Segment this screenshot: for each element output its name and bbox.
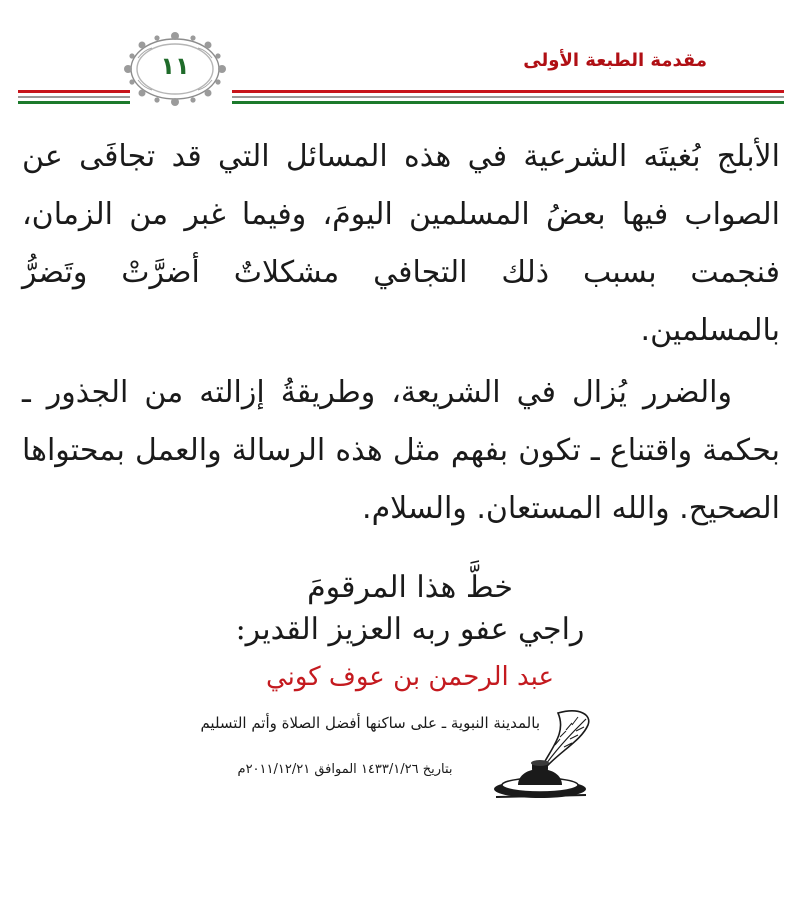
header-rule-gray — [18, 96, 130, 98]
header-rule-red — [232, 90, 784, 93]
quill-inkwell-icon — [488, 705, 598, 805]
header-rule-red — [18, 90, 130, 93]
signature-subtitle: راجي عفو ربه العزيز القدير: — [235, 612, 585, 647]
paragraph: الأبلج بُغيتَه الشرعية في هذه المسائل التي قد تجافَى عن الصواب فيها بعضُ المسلمين اليومَ، وفيما غبر من الزمان، فنجمت بسبب ذلك التجافي مشكلاتٌ أضرَّتْ وتَضرُّ بالمسلمين. — [22, 139, 780, 348]
page-number: ١١ — [160, 52, 190, 80]
chapter-title: مقدمة الطبعة الأولى — [523, 50, 707, 71]
header-rule-green — [18, 101, 130, 104]
header-rule-gray — [232, 96, 784, 98]
body-text — [22, 128, 780, 538]
header-rule-green — [232, 101, 784, 104]
signature-place: بالمدينة النبوية ـ على ساكنها أفضل الصلاة وأتم التسليم — [200, 714, 540, 732]
signature-date: بتاريخ ١٤٣٣/١/٢٦ الموافق ٢٠١١/١٢/٢١م — [237, 762, 453, 777]
author-name: عبد الرحمن بن عوف كوني — [265, 662, 555, 692]
signature-intro: خطَّ هذا المرقومَ — [307, 570, 513, 605]
paragraph: والضرر يُزال في الشريعة، وطريقةُ إزالته من الجذور ـ بحكمة واقتناع ـ تكون بفهم مثل هذه الرسالة والعمل بمحتواها الصحيح. والله المستعان. والسلام. — [22, 375, 780, 526]
